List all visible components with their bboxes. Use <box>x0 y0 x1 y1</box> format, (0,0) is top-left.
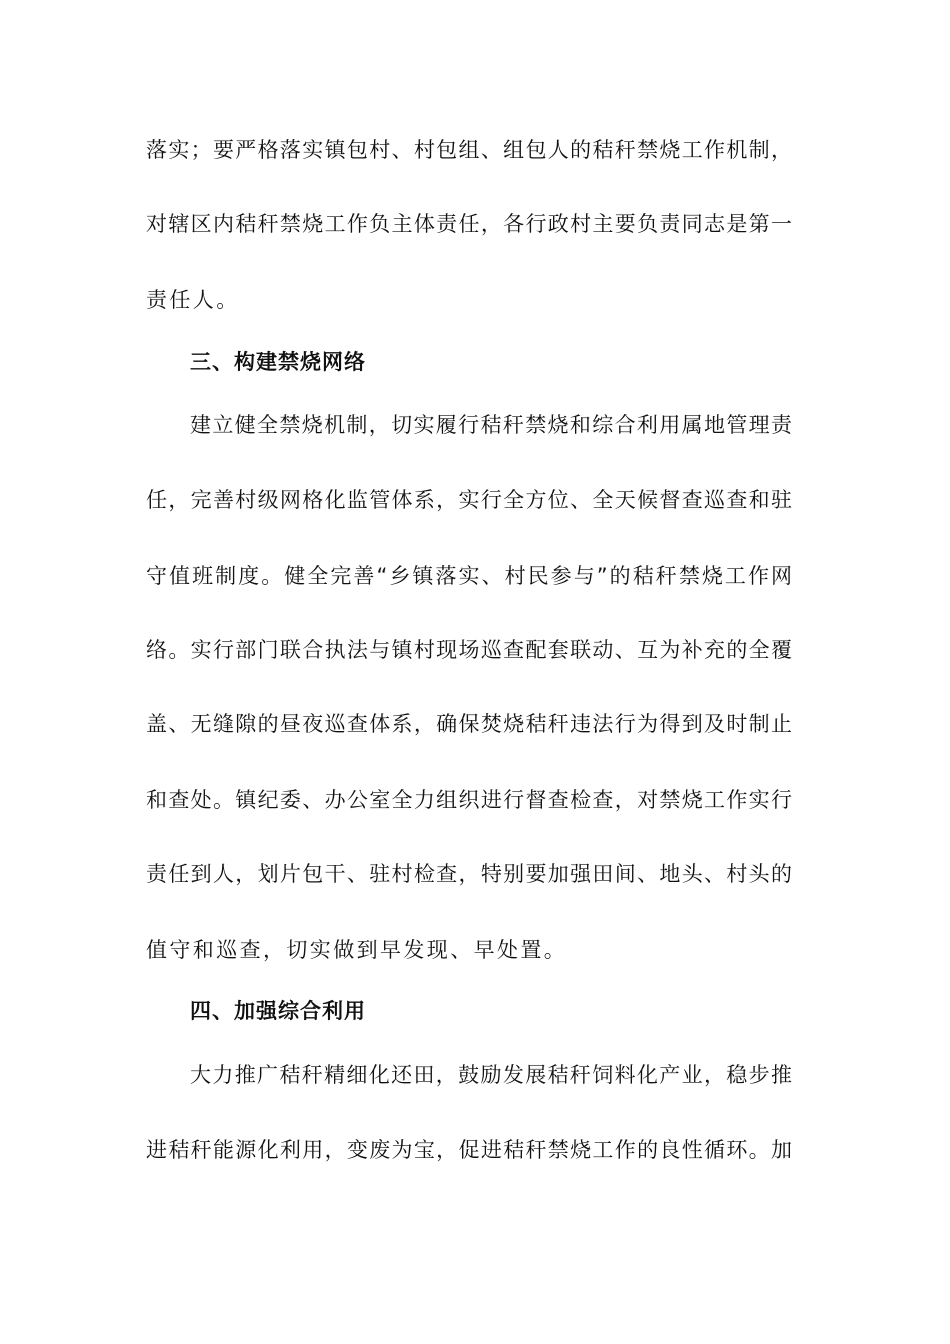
paragraph-line: 建立健全禁烧机制，切实履行秸秆禁烧和综合利用属地管理责 <box>190 413 792 437</box>
section-heading: 三、构建禁烧网络 <box>190 350 366 374</box>
paragraph-line: 大力推广秸秆精细化还田，鼓励发展秸秆饲料化产业，稳步推 <box>190 1063 792 1087</box>
paragraph-line: 和查处。镇纪委、办公室全力组织进行督查检查，对禁烧工作实行 <box>146 788 792 812</box>
paragraph-line: 落实；要严格落实镇包村、村包组、组包人的秸秆禁烧工作机制， <box>146 138 792 162</box>
paragraph-line: 守值班制度。健全完善“乡镇落实、村民参与”的秸秆禁烧工作网 <box>146 564 792 588</box>
paragraph-line: 责任人。 <box>146 288 240 312</box>
paragraph-line: 任，完善村级网格化监管体系，实行全方位、全天候督查巡查和驻 <box>146 488 792 512</box>
paragraph-line: 值守和巡查，切实做到早发现、早处置。 <box>146 938 568 962</box>
paragraph-line: 络。实行部门联合执法与镇村现场巡查配套联动、互为补充的全覆 <box>146 638 792 662</box>
paragraph-line: 对辖区内秸秆禁烧工作负主体责任，各行政村主要负责同志是第一 <box>146 212 792 236</box>
paragraph-line: 责任到人，划片包干、驻村检查，特别要加强田间、地头、村头的 <box>146 862 792 886</box>
paragraph-line: 进秸秆能源化利用，变废为宝，促进秸秆禁烧工作的良性循环。加 <box>146 1138 792 1162</box>
paragraph-line: 盖、无缝隙的昼夜巡查体系，确保焚烧秸秆违法行为得到及时制止 <box>146 712 792 736</box>
section-heading: 四、加强综合利用 <box>190 999 366 1023</box>
